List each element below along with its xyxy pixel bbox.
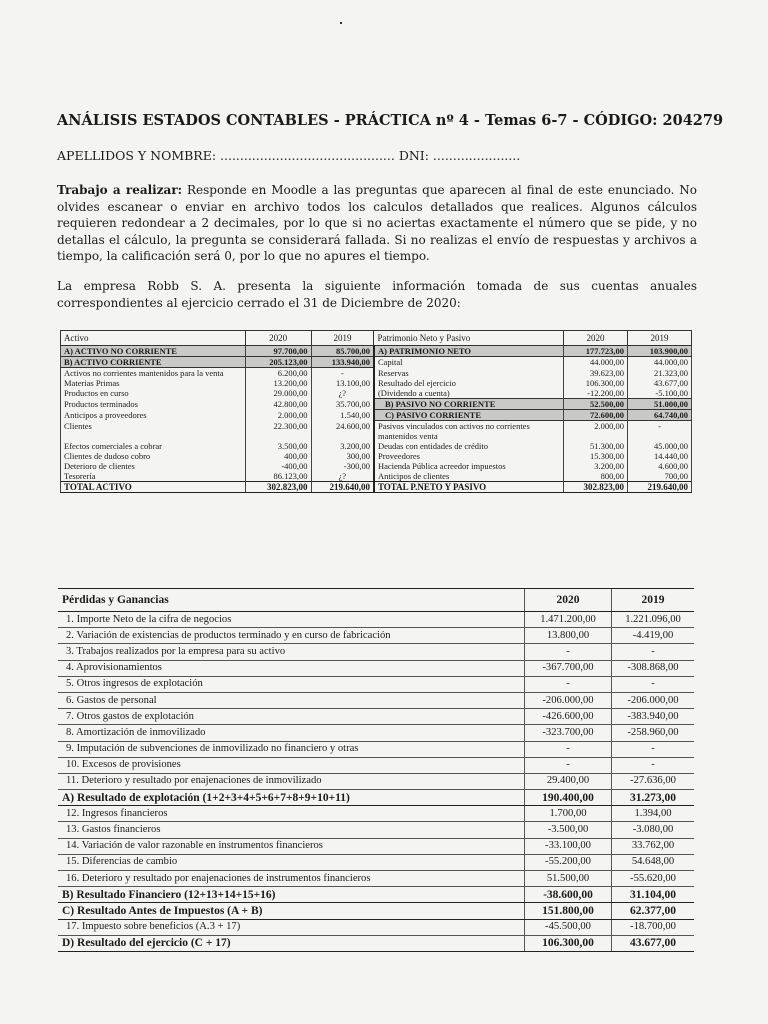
pyg-value-cell: -	[525, 741, 612, 757]
balance-row	[61, 451, 692, 461]
balance-value-cell: 13.100,00	[311, 378, 374, 388]
balance-value-cell: 43.677,00	[628, 378, 692, 388]
balance-value-cell: 103.900,00	[628, 346, 692, 357]
balance-value-cell: 1.540,00	[311, 410, 374, 421]
balance-value-cell: 29.000,00	[245, 388, 311, 399]
pyg-value-cell: -55.620,00	[612, 871, 695, 887]
balance-label-cell: (Dividendo a cuenta)	[374, 388, 564, 399]
pyg-value-cell: -367.700,00	[525, 660, 612, 676]
pyg-value-cell: -308.868,00	[612, 660, 695, 676]
balance-value-cell: -5.100,00	[628, 388, 692, 399]
pyg-row	[58, 838, 694, 854]
balance-label-cell: Efectos comerciales a cobrar	[61, 441, 246, 451]
balance-label-cell: Anticipos de clientes	[374, 471, 564, 482]
balance-value-cell: 42.800,00	[245, 399, 311, 410]
balance-label-cell: C) PASIVO CORRIENTE	[374, 410, 564, 421]
pyg-header-cell: 2019	[612, 589, 695, 612]
balance-value-cell: 700,00	[628, 471, 692, 482]
pyg-value-cell: 62.377,00	[612, 903, 695, 919]
pyg-row	[58, 871, 694, 887]
balance-row	[61, 471, 692, 482]
balance-value-cell: 3.200,00	[564, 461, 628, 471]
pyg-value-cell: -45.500,00	[525, 919, 612, 935]
pyg-row	[58, 644, 694, 660]
balance-value-cell: 2.000,00	[245, 410, 311, 421]
name-dni-line: APELLIDOS Y NOMBRE: ............................................ DNI: ......................	[57, 148, 521, 163]
balance-value-cell: 219.640,00	[628, 482, 692, 493]
pyg-value-cell: -426.600,00	[525, 709, 612, 725]
pyg-header-cell: 2020	[525, 589, 612, 612]
balance-value-cell: 45.000,00	[628, 441, 692, 451]
balance-label-cell: B) ACTIVO CORRIENTE	[61, 357, 246, 368]
pyg-value-cell: -27.636,00	[612, 773, 695, 789]
pyg-value-cell: 106.300,00	[525, 935, 612, 951]
balance-value-cell: 86.123,00	[245, 471, 311, 482]
balance-row	[61, 399, 692, 410]
balance-value-cell: 14.440,00	[628, 451, 692, 461]
instructions-paragraph	[57, 182, 697, 265]
balance-label-cell: A) PATRIMONIO NETO	[374, 346, 564, 357]
pyg-value-cell: -206.000,00	[612, 692, 695, 708]
intro-paragraph: La empresa Robb S. A. presenta la siguiente información tomada de sus cuentas anuales correspondientes al ejercicio cerrado el 31 de Diciembre de 2020:	[57, 279, 697, 310]
balance-value-cell: 97.700,00	[245, 346, 311, 357]
balance-label-cell: Proveedores	[374, 451, 564, 461]
balance-label-cell: Deterioro de clientes	[61, 461, 246, 471]
balance-value-cell: -300,00	[311, 461, 374, 471]
pyg-label-cell: 13. Gastos financieros	[58, 822, 525, 838]
pyg-subtotal-row	[58, 903, 694, 919]
balance-value-cell: 6.200,00	[245, 368, 311, 379]
pyg-value-cell: 190.400,00	[525, 790, 612, 806]
pyg-label-cell: 15. Diferencias de cambio	[58, 854, 525, 870]
pyg-value-cell: -	[525, 644, 612, 660]
balance-value-cell: 44.000,00	[564, 357, 628, 368]
balance-value-cell: 3.200,00	[311, 441, 374, 451]
pyg-label-cell: 1. Importe Neto de la cifra de negocios	[58, 612, 525, 628]
pyg-value-cell: 13.800,00	[525, 628, 612, 644]
pyg-row	[58, 919, 694, 935]
balance-row	[61, 346, 692, 357]
pyg-value-cell: -	[525, 676, 612, 692]
balance-label-cell: Anticipos a proveedores	[61, 410, 246, 421]
pyg-value-cell: -	[525, 757, 612, 773]
balance-value-cell: 219.640,00	[311, 482, 374, 493]
balance-label-cell: Clientes	[61, 421, 246, 442]
balance-row	[61, 461, 692, 471]
balance-label-cell: Pasivos vinculados con activos no corrientes mantenidos venta	[374, 421, 564, 442]
balance-value-cell: 51.300,00	[564, 441, 628, 451]
pyg-row	[58, 628, 694, 644]
pyg-value-cell: -55.200,00	[525, 854, 612, 870]
pyg-row	[58, 660, 694, 676]
balance-value-cell: 72.600,00	[564, 410, 628, 421]
balance-row	[61, 368, 692, 379]
balance-value-cell: 106.300,00	[564, 378, 628, 388]
pyg-label-cell: 8. Amortización de inmovilizado	[58, 725, 525, 741]
balance-label-cell: Reservas	[374, 368, 564, 379]
pyg-value-cell: -18.700,00	[612, 919, 695, 935]
balance-label-cell: Hacienda Pública acreedor impuestos	[374, 461, 564, 471]
balance-label-cell: Clientes de dudoso cobro	[61, 451, 246, 461]
balance-row	[61, 441, 692, 451]
balance-label-cell: Materias Primas	[61, 378, 246, 388]
balance-value-cell: 85.700,00	[311, 346, 374, 357]
balance-header-row	[61, 331, 692, 346]
balance-value-cell: 400,00	[245, 451, 311, 461]
scan-speck	[340, 22, 342, 24]
pyg-label-cell: 14. Variación de valor razonable en instrumentos financieros	[58, 838, 525, 854]
pyg-subtotal-row	[58, 935, 694, 951]
pyg-value-cell: 29.400,00	[525, 773, 612, 789]
pyg-label-cell: C) Resultado Antes de Impuestos (A + B)	[58, 903, 525, 919]
balance-value-cell: ¿?	[311, 388, 374, 399]
pyg-row	[58, 773, 694, 789]
balance-value-cell: ¿?	[311, 471, 374, 482]
pyg-value-cell: -	[612, 676, 695, 692]
pyg-value-cell: 54.648,00	[612, 854, 695, 870]
balance-value-cell: 205.123,00	[245, 357, 311, 368]
pyg-value-cell: -258.960,00	[612, 725, 695, 741]
balance-row	[61, 421, 692, 442]
pyg-value-cell: 31.273,00	[612, 790, 695, 806]
pyg-value-cell: -383.940,00	[612, 709, 695, 725]
pyg-header-row	[58, 589, 694, 612]
pyg-value-cell: 1.394,00	[612, 806, 695, 822]
balance-header-cell: Patrimonio Neto y Pasivo	[374, 331, 564, 346]
balance-header-cell: 2019	[311, 331, 374, 346]
balance-label-cell: Activos no corrientes mantenidos para la venta	[61, 368, 246, 379]
pyg-subtotal-row	[58, 790, 694, 806]
pyg-value-cell: 33.762,00	[612, 838, 695, 854]
balance-value-cell: -400,00	[245, 461, 311, 471]
balance-label-cell: Deudas con entidades de crédito	[374, 441, 564, 451]
pyg-row	[58, 806, 694, 822]
pyg-value-cell: -38.600,00	[525, 887, 612, 903]
pyg-label-cell: D) Resultado del ejercicio (C + 17)	[58, 935, 525, 951]
balance-label-cell: Tesorería	[61, 471, 246, 482]
balance-row	[61, 357, 692, 368]
balance-label-cell: A) ACTIVO NO CORRIENTE	[61, 346, 246, 357]
balance-value-cell: 51.000,00	[628, 399, 692, 410]
pyg-value-cell: -	[612, 757, 695, 773]
balance-label-cell: Capital	[374, 357, 564, 368]
balance-row	[61, 410, 692, 421]
pyg-row	[58, 612, 694, 628]
balance-value-cell: 35.700,00	[311, 399, 374, 410]
balance-sheet-table	[60, 330, 692, 493]
pyg-row	[58, 692, 694, 708]
income-statement-table	[58, 588, 694, 952]
balance-value-cell: 3.500,00	[245, 441, 311, 451]
pyg-row	[58, 854, 694, 870]
balance-value-cell: 39.623,00	[564, 368, 628, 379]
pyg-label-cell: 10. Excesos de provisiones	[58, 757, 525, 773]
balance-value-cell: 13.200,00	[245, 378, 311, 388]
pyg-label-cell: 12. Ingresos financieros	[58, 806, 525, 822]
pyg-row	[58, 709, 694, 725]
balance-value-cell: 177.723,00	[564, 346, 628, 357]
balance-value-cell: 800,00	[564, 471, 628, 482]
balance-value-cell: 24.600,00	[311, 421, 374, 442]
balance-row	[61, 388, 692, 399]
instructions-text: Responde en Moodle a las preguntas que aparecen al final de este enunciado. No olvides escanear o enviar en archivo todos los calculos detallados que realices. Algunos cálculos requieren redondear a 2 decimales, por lo que si no aciertas exactamente el número que se pide, y no detallas el cálculo, la pregunta se considerará fallada. Si no realizas el envío de respuestas y archivos a tiempo, la calificación será 0, por lo que no apures el tiempo.	[57, 183, 697, 263]
balance-value-cell: 52.500,00	[564, 399, 628, 410]
pyg-value-cell: 1.221.096,00	[612, 612, 695, 628]
balance-label-cell: B) PASIVO NO CORRIENTE	[374, 399, 564, 410]
balance-value-cell: -	[311, 368, 374, 379]
pyg-value-cell: -33.100,00	[525, 838, 612, 854]
balance-value-cell: 4.600,00	[628, 461, 692, 471]
pyg-value-cell: 151.800,00	[525, 903, 612, 919]
balance-label-cell: Productos en curso	[61, 388, 246, 399]
pyg-row	[58, 676, 694, 692]
balance-value-cell: 2.000,00	[564, 421, 628, 442]
pyg-label-cell: 16. Deterioro y resultado por enajenaciones de instrumentos financieros	[58, 871, 525, 887]
pyg-row	[58, 822, 694, 838]
balance-value-cell: 44.000,00	[628, 357, 692, 368]
pyg-value-cell: 31.104,00	[612, 887, 695, 903]
balance-value-cell: 15.300,00	[564, 451, 628, 461]
balance-header-cell: 2019	[628, 331, 692, 346]
pyg-row	[58, 725, 694, 741]
balance-value-cell: -12.200,00	[564, 388, 628, 399]
pyg-label-cell: 9. Imputación de subvenciones de inmovilizado no financiero y otras	[58, 741, 525, 757]
pyg-label-cell: 3. Trabajos realizados por la empresa para su activo	[58, 644, 525, 660]
pyg-subtotal-row	[58, 887, 694, 903]
balance-header-cell: 2020	[564, 331, 628, 346]
balance-label-cell: Resultado del ejercicio	[374, 378, 564, 388]
pyg-label-cell: 17. Impuesto sobre beneficios (A.3 + 17)	[58, 919, 525, 935]
balance-value-cell: 133.940,00	[311, 357, 374, 368]
pyg-label-cell: 5. Otros ingresos de explotación	[58, 676, 525, 692]
pyg-row	[58, 741, 694, 757]
document-title: ANÁLISIS ESTADOS CONTABLES - PRÁCTICA nº 4 - Temas 6-7 - CÓDIGO: 204279	[57, 112, 724, 129]
balance-value-cell: 22.300,00	[245, 421, 311, 442]
balance-value-cell: 21.323,00	[628, 368, 692, 379]
instructions-lead: Trabajo a realizar:	[57, 183, 183, 197]
pyg-label-cell: 2. Variación de existencias de productos terminado y en curso de fabricación	[58, 628, 525, 644]
pyg-value-cell: -3.080,00	[612, 822, 695, 838]
pyg-value-cell: -206.000,00	[525, 692, 612, 708]
balance-value-cell: 64.740,00	[628, 410, 692, 421]
pyg-value-cell: 51.500,00	[525, 871, 612, 887]
balance-value-cell: -	[628, 421, 692, 442]
balance-label-cell: Productos terminados	[61, 399, 246, 410]
pyg-header-cell: Pérdidas y Ganancias	[58, 589, 525, 612]
balance-header-cell: Activo	[61, 331, 246, 346]
pyg-label-cell: B) Resultado Financiero (12+13+14+15+16)	[58, 887, 525, 903]
pyg-value-cell: 43.677,00	[612, 935, 695, 951]
pyg-value-cell: 1.471.200,00	[525, 612, 612, 628]
balance-header-cell: 2020	[245, 331, 311, 346]
balance-value-cell: 302.823,00	[564, 482, 628, 493]
pyg-value-cell: -3.500,00	[525, 822, 612, 838]
balance-total-row	[61, 482, 692, 493]
pyg-label-cell: 4. Aprovisionamientos	[58, 660, 525, 676]
balance-label-cell: TOTAL P.NETO Y PASIVO	[374, 482, 564, 493]
pyg-label-cell: A) Resultado de explotación (1+2+3+4+5+6+7+8+9+10+11)	[58, 790, 525, 806]
pyg-label-cell: 6. Gastos de personal	[58, 692, 525, 708]
balance-label-cell: TOTAL ACTIVO	[61, 482, 246, 493]
pyg-value-cell: -4.419,00	[612, 628, 695, 644]
pyg-value-cell: -323.700,00	[525, 725, 612, 741]
pyg-value-cell: -	[612, 741, 695, 757]
pyg-label-cell: 11. Deterioro y resultado por enajenaciones de inmovilizado	[58, 773, 525, 789]
pyg-row	[58, 757, 694, 773]
pyg-value-cell: -	[612, 644, 695, 660]
pyg-value-cell: 1.700,00	[525, 806, 612, 822]
pyg-label-cell: 7. Otros gastos de explotación	[58, 709, 525, 725]
balance-value-cell: 300,00	[311, 451, 374, 461]
balance-row	[61, 378, 692, 388]
balance-value-cell: 302.823,00	[245, 482, 311, 493]
